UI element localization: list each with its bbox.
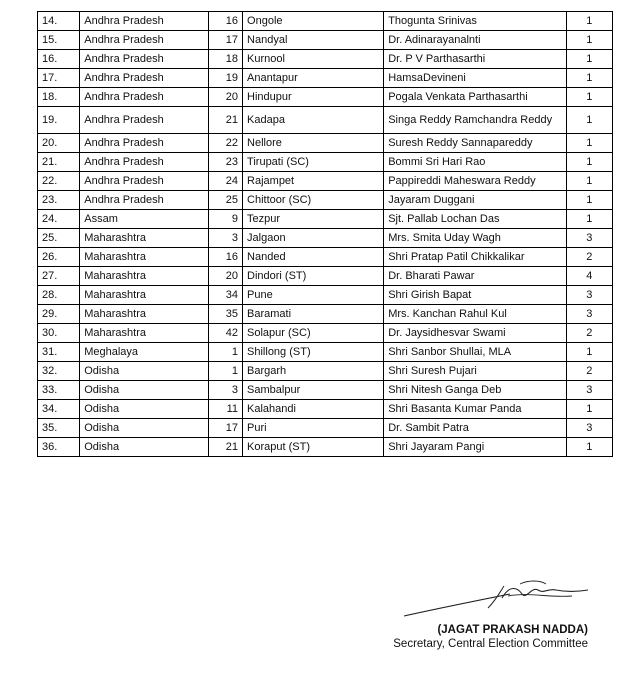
candidate-list-table (37, 11, 613, 457)
candidate-name: Bommi Sri Hari Rao (384, 153, 566, 172)
serial-number: 18. (38, 88, 80, 107)
candidate-name: Mrs. Kanchan Rahul Kul (384, 305, 566, 324)
table-row (38, 107, 613, 134)
state-name: Odisha (80, 362, 209, 381)
list-number: 2 (566, 324, 612, 343)
constituency-number: 34 (209, 286, 243, 305)
serial-number: 35. (38, 419, 80, 438)
candidate-name: Shri Suresh Pujari (384, 362, 566, 381)
serial-number: 36. (38, 438, 80, 457)
candidate-name: Dr. Sambit Patra (384, 419, 566, 438)
list-number: 1 (566, 69, 612, 88)
candidate-name: Dr. P V Parthasarthi (384, 50, 566, 69)
state-name: Meghalaya (80, 343, 209, 362)
handwritten-signature (400, 578, 590, 620)
serial-number: 34. (38, 400, 80, 419)
serial-number: 20. (38, 134, 80, 153)
list-number: 1 (566, 12, 612, 31)
constituency-name: Kurnool (243, 50, 384, 69)
signatory-name: (JAGAT PRAKASH NADDA) (437, 624, 588, 636)
serial-number: 15. (38, 31, 80, 50)
list-number: 1 (566, 191, 612, 210)
list-number: 1 (566, 107, 612, 134)
constituency-name: Kadapa (243, 107, 384, 134)
table-row (38, 31, 613, 50)
table-row (38, 191, 613, 210)
list-number: 1 (566, 210, 612, 229)
constituency-name: Dindori (ST) (243, 267, 384, 286)
list-number: 1 (566, 438, 612, 457)
table-row (38, 362, 613, 381)
constituency-number: 11 (209, 400, 243, 419)
list-number: 2 (566, 248, 612, 267)
constituency-number: 1 (209, 362, 243, 381)
constituency-number: 19 (209, 69, 243, 88)
constituency-number: 21 (209, 107, 243, 134)
candidate-name: Shri Nitesh Ganga Deb (384, 381, 566, 400)
table-row (38, 381, 613, 400)
constituency-number: 17 (209, 31, 243, 50)
constituency-number: 17 (209, 419, 243, 438)
state-name: Andhra Pradesh (80, 107, 209, 134)
candidate-name: Singa Reddy Ramchandra Reddy (384, 107, 566, 134)
candidate-name: Thogunta Srinivas (384, 12, 566, 31)
state-name: Maharashtra (80, 248, 209, 267)
state-name: Maharashtra (80, 305, 209, 324)
state-name: Maharashtra (80, 267, 209, 286)
table-row (38, 172, 613, 191)
serial-number: 27. (38, 267, 80, 286)
constituency-name: Chittoor (SC) (243, 191, 384, 210)
serial-number: 24. (38, 210, 80, 229)
state-name: Assam (80, 210, 209, 229)
table-row (38, 153, 613, 172)
table-row (38, 267, 613, 286)
constituency-number: 21 (209, 438, 243, 457)
constituency-name: Kalahandi (243, 400, 384, 419)
candidate-name: Shri Basanta Kumar Panda (384, 400, 566, 419)
constituency-name: Baramati (243, 305, 384, 324)
table-row (38, 305, 613, 324)
constituency-name: Koraput (ST) (243, 438, 384, 457)
serial-number: 28. (38, 286, 80, 305)
list-number: 1 (566, 172, 612, 191)
state-name: Andhra Pradesh (80, 172, 209, 191)
constituency-number: 9 (209, 210, 243, 229)
constituency-name: Nellore (243, 134, 384, 153)
signatory-title: Secretary, Central Election Committee (393, 638, 588, 650)
state-name: Andhra Pradesh (80, 134, 209, 153)
constituency-name: Puri (243, 419, 384, 438)
list-number: 3 (566, 286, 612, 305)
state-name: Odisha (80, 438, 209, 457)
candidate-name: Shri Girish Bapat (384, 286, 566, 305)
constituency-name: Ongole (243, 12, 384, 31)
state-name: Andhra Pradesh (80, 191, 209, 210)
table-row (38, 324, 613, 343)
table-row (38, 12, 613, 31)
constituency-number: 25 (209, 191, 243, 210)
constituency-number: 20 (209, 267, 243, 286)
constituency-name: Tirupati (SC) (243, 153, 384, 172)
list-number: 3 (566, 305, 612, 324)
constituency-number: 3 (209, 381, 243, 400)
table-row (38, 286, 613, 305)
table-row (38, 248, 613, 267)
list-number: 1 (566, 400, 612, 419)
constituency-number: 24 (209, 172, 243, 191)
candidate-name: Jayaram Duggani (384, 191, 566, 210)
state-name: Maharashtra (80, 286, 209, 305)
constituency-number: 16 (209, 248, 243, 267)
constituency-number: 35 (209, 305, 243, 324)
serial-number: 31. (38, 343, 80, 362)
table-row (38, 134, 613, 153)
table-row (38, 69, 613, 88)
table-row (38, 343, 613, 362)
constituency-name: Solapur (SC) (243, 324, 384, 343)
constituency-number: 20 (209, 88, 243, 107)
serial-number: 19. (38, 107, 80, 134)
table-row (38, 210, 613, 229)
serial-number: 17. (38, 69, 80, 88)
serial-number: 30. (38, 324, 80, 343)
candidate-name: Pappireddi Maheswara Reddy (384, 172, 566, 191)
constituency-number: 42 (209, 324, 243, 343)
state-name: Andhra Pradesh (80, 12, 209, 31)
constituency-name: Nanded (243, 248, 384, 267)
serial-number: 29. (38, 305, 80, 324)
serial-number: 25. (38, 229, 80, 248)
list-number: 4 (566, 267, 612, 286)
constituency-name: Shillong (ST) (243, 343, 384, 362)
constituency-name: Anantapur (243, 69, 384, 88)
list-number: 2 (566, 362, 612, 381)
constituency-name: Pune (243, 286, 384, 305)
table-row (38, 50, 613, 69)
candidate-name: Shri Jayaram Pangi (384, 438, 566, 457)
serial-number: 22. (38, 172, 80, 191)
list-number: 1 (566, 134, 612, 153)
table-row (38, 438, 613, 457)
constituency-number: 23 (209, 153, 243, 172)
constituency-name: Hindupur (243, 88, 384, 107)
list-number: 3 (566, 419, 612, 438)
constituency-name: Jalgaon (243, 229, 384, 248)
serial-number: 14. (38, 12, 80, 31)
constituency-number: 18 (209, 50, 243, 69)
candidate-name: Shri Sanbor Shullai, MLA (384, 343, 566, 362)
constituency-name: Bargarh (243, 362, 384, 381)
state-name: Maharashtra (80, 324, 209, 343)
constituency-name: Tezpur (243, 210, 384, 229)
serial-number: 32. (38, 362, 80, 381)
candidate-name: Mrs. Smita Uday Wagh (384, 229, 566, 248)
candidate-name: Pogala Venkata Parthasarthi (384, 88, 566, 107)
list-number: 1 (566, 343, 612, 362)
list-number: 1 (566, 50, 612, 69)
candidate-name: Sjt. Pallab Lochan Das (384, 210, 566, 229)
table-body (38, 12, 613, 457)
candidate-name: Shri Pratap Patil Chikkalikar (384, 248, 566, 267)
candidate-name: Suresh Reddy Sannapareddy (384, 134, 566, 153)
constituency-name: Nandyal (243, 31, 384, 50)
list-number: 3 (566, 381, 612, 400)
table-row (38, 419, 613, 438)
state-name: Odisha (80, 400, 209, 419)
candidate-name: Dr. Bharati Pawar (384, 267, 566, 286)
state-name: Andhra Pradesh (80, 50, 209, 69)
serial-number: 16. (38, 50, 80, 69)
constituency-name: Sambalpur (243, 381, 384, 400)
candidate-name: Dr. Jaysidhesvar Swami (384, 324, 566, 343)
list-number: 1 (566, 31, 612, 50)
list-number: 1 (566, 88, 612, 107)
state-name: Andhra Pradesh (80, 69, 209, 88)
state-name: Andhra Pradesh (80, 88, 209, 107)
table-row (38, 400, 613, 419)
state-name: Andhra Pradesh (80, 31, 209, 50)
state-name: Andhra Pradesh (80, 153, 209, 172)
list-number: 1 (566, 153, 612, 172)
serial-number: 21. (38, 153, 80, 172)
state-name: Maharashtra (80, 229, 209, 248)
constituency-number: 1 (209, 343, 243, 362)
table-row (38, 88, 613, 107)
constituency-number: 3 (209, 229, 243, 248)
state-name: Odisha (80, 381, 209, 400)
candidate-name: Dr. Adinarayanalnti (384, 31, 566, 50)
constituency-name: Rajampet (243, 172, 384, 191)
table-row (38, 229, 613, 248)
serial-number: 26. (38, 248, 80, 267)
serial-number: 33. (38, 381, 80, 400)
state-name: Odisha (80, 419, 209, 438)
constituency-number: 16 (209, 12, 243, 31)
list-number: 3 (566, 229, 612, 248)
serial-number: 23. (38, 191, 80, 210)
constituency-number: 22 (209, 134, 243, 153)
candidate-name: HamsaDevineni (384, 69, 566, 88)
